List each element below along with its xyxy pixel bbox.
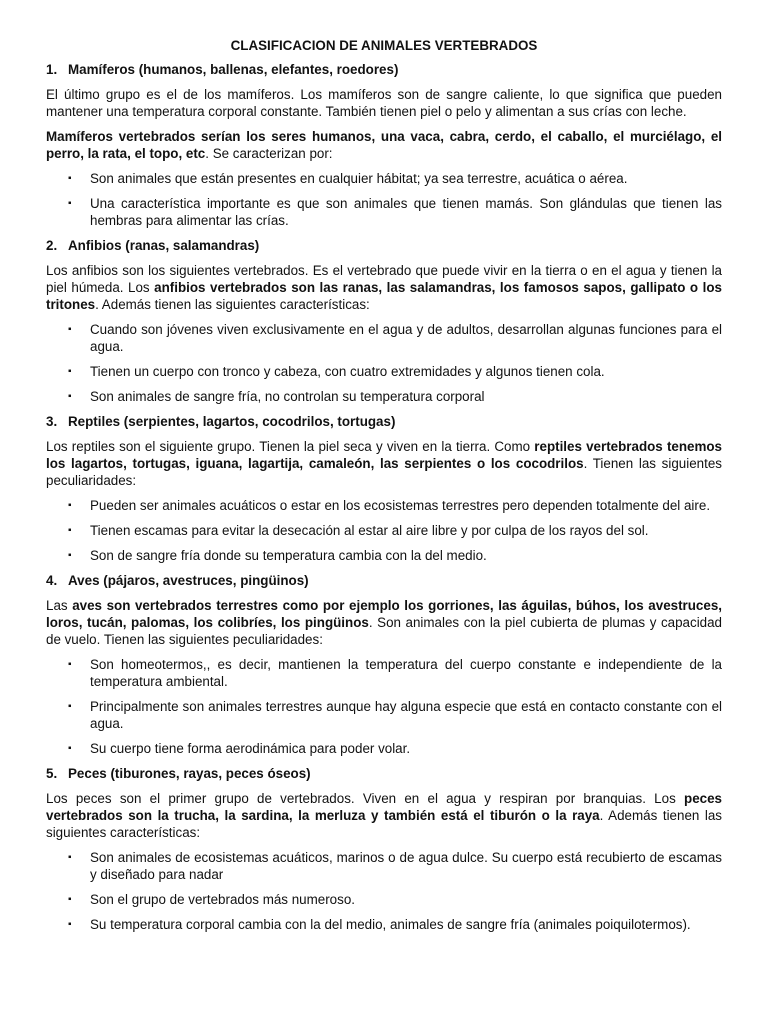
text-run: . Son animales con la piel cubierta de plumas y capacidad de vuelo. Tienen las siguientes peculiaridades: — [46, 615, 723, 647]
bullet-item — [46, 740, 722, 757]
bullet-text: Son homeotermos,, es decir, mantienen la temperatura del cuerpo constante e independiente de la temperatura ambiental. — [90, 657, 722, 689]
document-title: CLASIFICACION DE ANIMALES VERTEBRADOS — [230, 38, 538, 53]
section-paragraph — [46, 128, 722, 162]
section-number: 4. — [46, 573, 58, 588]
bullet-list — [46, 321, 722, 405]
bullet-item — [46, 916, 722, 933]
bold-text-run: reptiles vertebrados tenemos los lagartos, tortugas, iguana, lagartija, camaleón, las serpientes o los cocodrilos — [46, 439, 723, 471]
bullet-item — [46, 388, 722, 405]
text-run: . Se caracterizan por: — [205, 146, 333, 161]
square-bullet-icon: ▪ — [68, 525, 72, 536]
square-bullet-icon: ▪ — [68, 366, 72, 377]
section-paragraph — [46, 438, 722, 489]
section-heading — [46, 572, 722, 589]
text-run: . Tienen las siguientes peculiaridades: — [46, 456, 722, 488]
document-body — [46, 61, 722, 933]
bullet-text: Tienen escamas para evitar la desecación al estar al aire libre y por culpa de los rayos del sol. — [90, 523, 649, 538]
square-bullet-icon: ▪ — [68, 324, 72, 335]
bullet-text: Son animales que están presentes en cualquier hábitat; ya sea terrestre, acuática o aérea. — [90, 171, 628, 186]
text-run: . Además tienen las siguientes características: — [95, 297, 370, 312]
bullet-item — [46, 321, 722, 355]
text-run: El último grupo es el de los mamíferos. Los mamíferos son de sangre caliente, lo que significa que pueden mantener una temperatura corporal constante. También tienen piel o pelo y alimentan a sus crías con leche. — [46, 87, 722, 119]
square-bullet-icon: ▪ — [68, 701, 72, 712]
text-run: Los peces son el primer grupo de vertebrados. Viven en el agua y respiran por branquias. Los — [46, 791, 685, 806]
text-run: Las — [46, 598, 73, 613]
section-heading-text: Mamíferos (humanos, ballenas, elefantes, roedores) — [68, 62, 399, 77]
square-bullet-icon: ▪ — [68, 659, 72, 670]
text-run: . Además tienen las siguientes características: — [46, 808, 723, 840]
section-paragraph — [46, 262, 722, 313]
section-heading — [46, 413, 722, 430]
square-bullet-icon: ▪ — [68, 550, 72, 561]
bullet-text: Una característica importante es que son animales que tienen mamás. Son glándulas que tienen las hembras para alimentar las crías. — [90, 196, 722, 228]
section-heading-text: Anfibios (ranas, salamandras) — [68, 238, 260, 253]
bold-text-run: Mamíferos vertebrados serían los seres humanos, una vaca, cabra, cerdo, el caballo, el murciélago, el perro, la rata, el topo, etc — [46, 129, 722, 161]
bullet-item — [46, 170, 722, 187]
section-heading — [46, 765, 722, 782]
bullet-text: Son de sangre fría donde su temperatura cambia con la del medio. — [90, 548, 487, 563]
square-bullet-icon: ▪ — [68, 198, 72, 209]
section-number: 1. — [46, 62, 58, 77]
section-number: 5. — [46, 766, 58, 781]
bullet-list — [46, 656, 722, 757]
square-bullet-icon: ▪ — [68, 894, 72, 905]
section-paragraph — [46, 790, 722, 841]
section-number: 3. — [46, 414, 58, 429]
bullet-text: Son el grupo de vertebrados más numeroso. — [90, 892, 355, 907]
bold-text-run: anfibios vertebrados son las ranas, las salamandras, los famosos sapos, gallipato o los tritones — [46, 280, 722, 312]
bold-text-run: peces vertebrados son la trucha, la sardina, la merluza y también está el tiburón o la raya — [46, 791, 722, 823]
section-heading-text: Peces (tiburones, rayas, peces óseos) — [68, 766, 311, 781]
bullet-item — [46, 656, 722, 690]
bullet-list — [46, 849, 722, 933]
bullet-item — [46, 195, 722, 229]
square-bullet-icon: ▪ — [68, 391, 72, 402]
bold-text-run: aves son vertebrados terrestres como por ejemplo los gorriones, las águilas, búhos, los avestruces, loros, tucán, palomas, los colibríes, los pingüinos — [46, 598, 722, 630]
section-heading — [46, 237, 722, 254]
section-number: 2. — [46, 238, 58, 253]
square-bullet-icon: ▪ — [68, 173, 72, 184]
bullet-text: Principalmente son animales terrestres aunque hay alguna especie que está en contacto constante con el agua. — [90, 699, 722, 731]
square-bullet-icon: ▪ — [68, 852, 72, 863]
square-bullet-icon: ▪ — [68, 500, 72, 511]
bullet-item — [46, 698, 722, 732]
bullet-text: Su cuerpo tiene forma aerodinámica para poder volar. — [90, 741, 411, 756]
bullet-list — [46, 497, 722, 564]
bullet-item — [46, 363, 722, 380]
square-bullet-icon: ▪ — [68, 919, 72, 930]
bullet-text: Cuando son jóvenes viven exclusivamente en el agua y de adultos, desarrollan algunas funciones para el agua. — [90, 322, 722, 354]
section-paragraph — [46, 86, 722, 120]
bullet-item — [46, 849, 722, 883]
bullet-list — [46, 170, 722, 229]
bullet-text: Tienen un cuerpo con tronco y cabeza, con cuatro extremidades y algunos tienen cola. — [90, 364, 605, 379]
bullet-text: Su temperatura corporal cambia con la del medio, animales de sangre fría (animales poiquilotermos). — [90, 917, 691, 932]
bullet-text: Son animales de ecosistemas acuáticos, marinos o de agua dulce. Su cuerpo está recubierto de escamas y diseñado para nadar — [90, 850, 722, 882]
bullet-item — [46, 497, 722, 514]
bullet-text: Son animales de sangre fría, no controlan su temperatura corporal — [90, 389, 485, 404]
section-heading-text: Aves (pájaros, avestruces, pingüinos) — [68, 573, 309, 588]
bullet-item — [46, 891, 722, 908]
section-paragraph — [46, 597, 722, 648]
text-run: Los reptiles son el siguiente grupo. Tienen la piel seca y viven en la tierra. Como — [46, 439, 535, 454]
section-heading-text: Reptiles (serpientes, lagartos, cocodrilos, tortugas) — [68, 414, 396, 429]
bullet-text: Pueden ser animales acuáticos o estar en los ecosistemas terrestres pero dependen totalmente del aire. — [90, 498, 711, 513]
bullet-item — [46, 522, 722, 539]
section-heading — [46, 61, 722, 78]
square-bullet-icon: ▪ — [68, 743, 72, 754]
bullet-item — [46, 547, 722, 564]
text-run: Los anfibios son los siguientes vertebrados. Es el vertebrado que puede vivir en la tierra o en el agua y tienen la piel húmeda. Los — [46, 263, 722, 295]
